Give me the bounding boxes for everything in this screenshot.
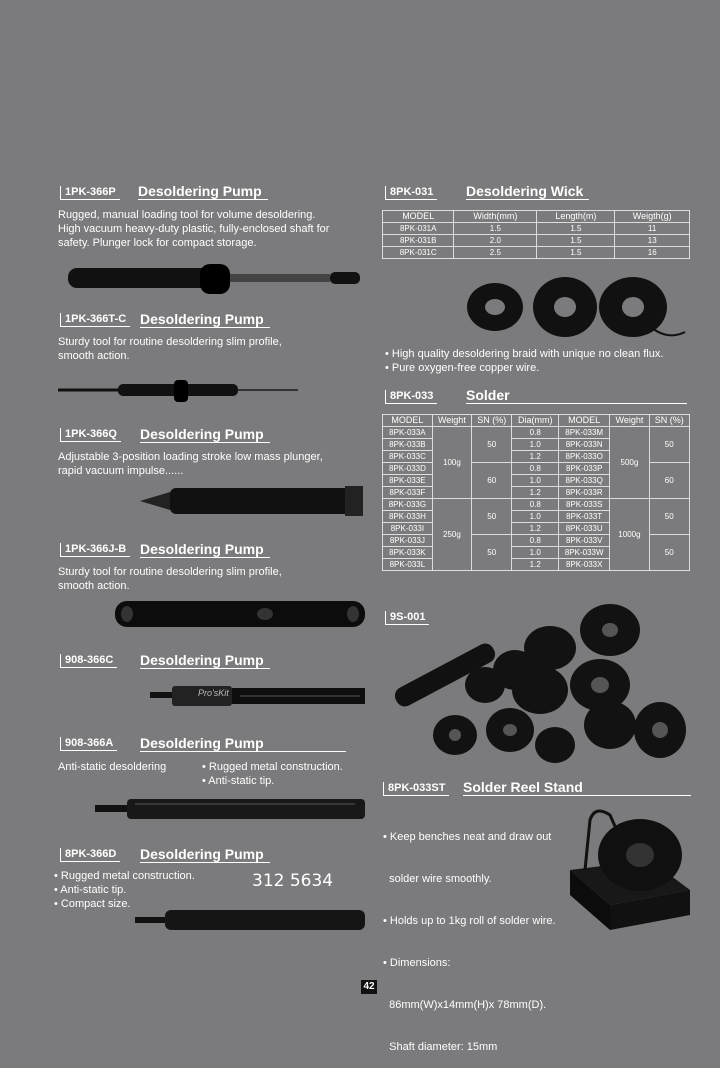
wick-bullets — [385, 347, 663, 375]
table-cell: 8PK-033K — [383, 547, 433, 559]
desc-line: safety. Plunger lock for compact storage. — [58, 237, 257, 249]
product-desc-1pk-366j-b — [58, 565, 282, 593]
desc-line: Adjustable 3-position loading stroke low mass plunger, — [58, 451, 323, 463]
table-cell: 0.8 — [512, 427, 559, 439]
product-title-8pk-033st: Solder Reel Stand — [463, 779, 691, 796]
table-cell: 8PK-033M — [559, 427, 610, 439]
product-desc-1pk-366p — [58, 208, 329, 250]
table-cell: 60 — [649, 463, 690, 499]
desoldering-pump-image-1pk-366p — [60, 262, 360, 296]
table-cell: 2.0 — [454, 235, 537, 247]
table-cell: 13 — [615, 235, 690, 247]
table-cell: 500g — [610, 427, 649, 499]
table-row — [383, 427, 690, 439]
desoldering-pump-image-8pk-366d — [135, 908, 365, 932]
table-cell: 8PK-033N — [559, 439, 610, 451]
table-cell: 1.5 — [537, 247, 615, 259]
table-header: MODEL — [383, 211, 454, 223]
table-row — [383, 223, 690, 235]
product-code-9s-001: 9S-001 — [385, 611, 429, 625]
table-header: Weight — [610, 415, 649, 427]
table-cell: 8PK-031A — [383, 223, 454, 235]
table-cell: 0.8 — [512, 499, 559, 511]
product-code-1pk-366t-c: 1PK-366T-C — [60, 313, 130, 327]
brand-logo-text: Pro'sKit — [198, 688, 229, 698]
table-cell: 1.2 — [512, 451, 559, 463]
table-row — [383, 247, 690, 259]
table-cell: 50 — [471, 499, 511, 535]
desc-line: rapid vacuum impulse...... — [58, 465, 184, 477]
table-cell: 8PK-031C — [383, 247, 454, 259]
desc-line: • Rugged metal construction. — [202, 761, 343, 773]
table-cell: 50 — [649, 535, 690, 571]
desc-line: smooth action. — [58, 350, 130, 362]
table-cell: 16 — [615, 247, 690, 259]
product-code-8pk-031: 8PK-031 — [385, 186, 437, 200]
table-header: Dia(mm) — [512, 415, 559, 427]
desc-line: • Compact size. — [54, 898, 131, 910]
desc-line: Rugged, manual loading tool for volume desoldering. — [58, 209, 316, 221]
table-cell: 8PK-033S — [559, 499, 610, 511]
desc-line: High vacuum heavy-duty plastic, fully-enclosed shaft for — [58, 223, 330, 235]
table-cell: 8PK-033D — [383, 463, 433, 475]
product-code-1pk-366q: 1PK-366Q — [60, 428, 121, 442]
desoldering-pump-image-908-366c — [150, 684, 365, 708]
table-cell: 8PK-033B — [383, 439, 433, 451]
desc-line: • Pure oxygen-free copper wire. — [385, 362, 540, 374]
table-cell: 1.5 — [537, 223, 615, 235]
table-cell: 1.0 — [512, 439, 559, 451]
table-cell: 8PK-033U — [559, 523, 610, 535]
table-cell: 8PK-033I — [383, 523, 433, 535]
table-cell: 1.0 — [512, 511, 559, 523]
table-cell: 50 — [471, 535, 511, 571]
table-cell: 250g — [432, 499, 471, 571]
product-desc-8pk-366d — [54, 869, 195, 911]
solder-reel-stand-image — [560, 800, 700, 940]
table-header: Length(m) — [537, 211, 615, 223]
product-code-8pk-366d: 8PK-366D — [60, 848, 120, 862]
desc-line: • Holds up to 1kg roll of solder wire. — [383, 915, 556, 927]
table-header: SN (%) — [471, 415, 511, 427]
table-cell: 8PK-033O — [559, 451, 610, 463]
page-number: 42 — [361, 980, 377, 994]
table-header: Width(mm) — [454, 211, 537, 223]
table-header: MODEL — [559, 415, 610, 427]
table-cell: 1.2 — [512, 523, 559, 535]
table-cell: 8PK-033L — [383, 559, 433, 571]
stand-desc — [383, 802, 556, 1068]
desc-line: Sturdy tool for routine desoldering slim profile, — [58, 336, 282, 348]
desc-line: • High quality desoldering braid with unique no clean flux. — [385, 348, 664, 360]
table-cell: 0.8 — [512, 535, 559, 547]
product-code-8pk-033: 8PK-033 — [385, 390, 437, 404]
solder-spec-table — [382, 414, 690, 571]
desoldering-pump-image-1pk-366q — [140, 484, 365, 518]
product-title-1pk-366j-b: Desoldering Pump — [140, 541, 270, 558]
desc-line: • Dimensions: — [383, 957, 451, 969]
desc-line: Shaft diameter: 15mm — [383, 1041, 498, 1053]
table-cell: 8PK-033V — [559, 535, 610, 547]
table-header: Weight — [432, 415, 471, 427]
table-cell: 8PK-033W — [559, 547, 610, 559]
table-cell: 100g — [432, 427, 471, 499]
table-cell: 0.8 — [512, 463, 559, 475]
table-cell: 60 — [471, 463, 511, 499]
table-cell: 50 — [649, 499, 690, 535]
product-desc-908-366a-left: Anti-static desoldering — [58, 761, 167, 773]
table-cell: 8PK-031B — [383, 235, 454, 247]
table-cell: 1.5 — [537, 235, 615, 247]
table-cell: 50 — [649, 427, 690, 463]
product-code-8pk-033st: 8PK-033ST — [383, 782, 449, 796]
table-cell: 8PK-033R — [559, 487, 610, 499]
table-cell: 50 — [471, 427, 511, 463]
table-cell: 1.5 — [454, 223, 537, 235]
product-code-1pk-366p: 1PK-366P — [60, 186, 120, 200]
table-cell: 8PK-033G — [383, 499, 433, 511]
handwritten-note: 312 5634 — [252, 871, 334, 891]
table-cell: 8PK-033F — [383, 487, 433, 499]
desc-line: 86mm(W)x14mm(H)x 78mm(D). — [383, 999, 547, 1011]
product-code-1pk-366j-b: 1PK-366J-B — [60, 543, 130, 557]
table-cell: 8PK-033E — [383, 475, 433, 487]
desc-line: • Anti-static tip. — [54, 884, 127, 896]
table-cell: 8PK-033A — [383, 427, 433, 439]
table-cell: 8PK-033X — [559, 559, 610, 571]
table-cell: 1.0 — [512, 475, 559, 487]
desoldering-pump-image-1pk-366j-b — [115, 598, 365, 630]
table-header: Weigth(g) — [615, 211, 690, 223]
product-title-908-366c: Desoldering Pump — [140, 652, 270, 669]
product-desc-908-366a-right — [202, 760, 343, 788]
table-cell: 8PK-033J — [383, 535, 433, 547]
wick-spec-table — [382, 210, 690, 259]
product-title-8pk-031: Desoldering Wick — [466, 183, 589, 200]
product-title-8pk-366d: Desoldering Pump — [140, 846, 270, 863]
table-cell: 8PK-033H — [383, 511, 433, 523]
table-cell: 11 — [615, 223, 690, 235]
desc-line: • Anti-static tip. — [202, 775, 275, 787]
product-title-1pk-366t-c: Desoldering Pump — [140, 311, 270, 328]
desc-line: • Keep benches neat and draw out — [383, 831, 552, 843]
table-cell: 1000g — [610, 499, 649, 571]
product-title-8pk-033: Solder — [466, 387, 687, 404]
desoldering-pump-image-908-366a — [95, 797, 365, 821]
table-header: MODEL — [383, 415, 433, 427]
desc-line: smooth action. — [58, 580, 130, 592]
desoldering-pump-image-1pk-366t-c — [58, 378, 298, 404]
product-desc-1pk-366q — [58, 450, 323, 478]
table-cell: 2.5 — [454, 247, 537, 259]
product-desc-1pk-366t-c — [58, 335, 282, 363]
table-cell: 8PK-033C — [383, 451, 433, 463]
product-title-1pk-366q: Desoldering Pump — [140, 426, 270, 443]
table-cell: 1.2 — [512, 559, 559, 571]
product-title-1pk-366p: Desoldering Pump — [138, 183, 268, 200]
solder-rolls-image — [390, 600, 690, 770]
product-code-908-366a: 908-366A — [60, 737, 117, 751]
table-cell: 8PK-033P — [559, 463, 610, 475]
desc-line: solder wire smoothly. — [383, 873, 492, 885]
desc-line: Sturdy tool for routine desoldering slim profile, — [58, 566, 282, 578]
product-code-908-366c: 908-366C — [60, 654, 117, 668]
table-cell: 1.0 — [512, 547, 559, 559]
table-cell: 8PK-033Q — [559, 475, 610, 487]
table-cell: 8PK-033T — [559, 511, 610, 523]
table-row — [383, 499, 690, 511]
desoldering-wick-image — [465, 272, 685, 342]
table-cell: 1.2 — [512, 487, 559, 499]
desc-line: • Rugged metal construction. — [54, 870, 195, 882]
table-header: SN (%) — [649, 415, 690, 427]
product-title-908-366a: Desoldering Pump — [140, 735, 346, 752]
table-row — [383, 235, 690, 247]
